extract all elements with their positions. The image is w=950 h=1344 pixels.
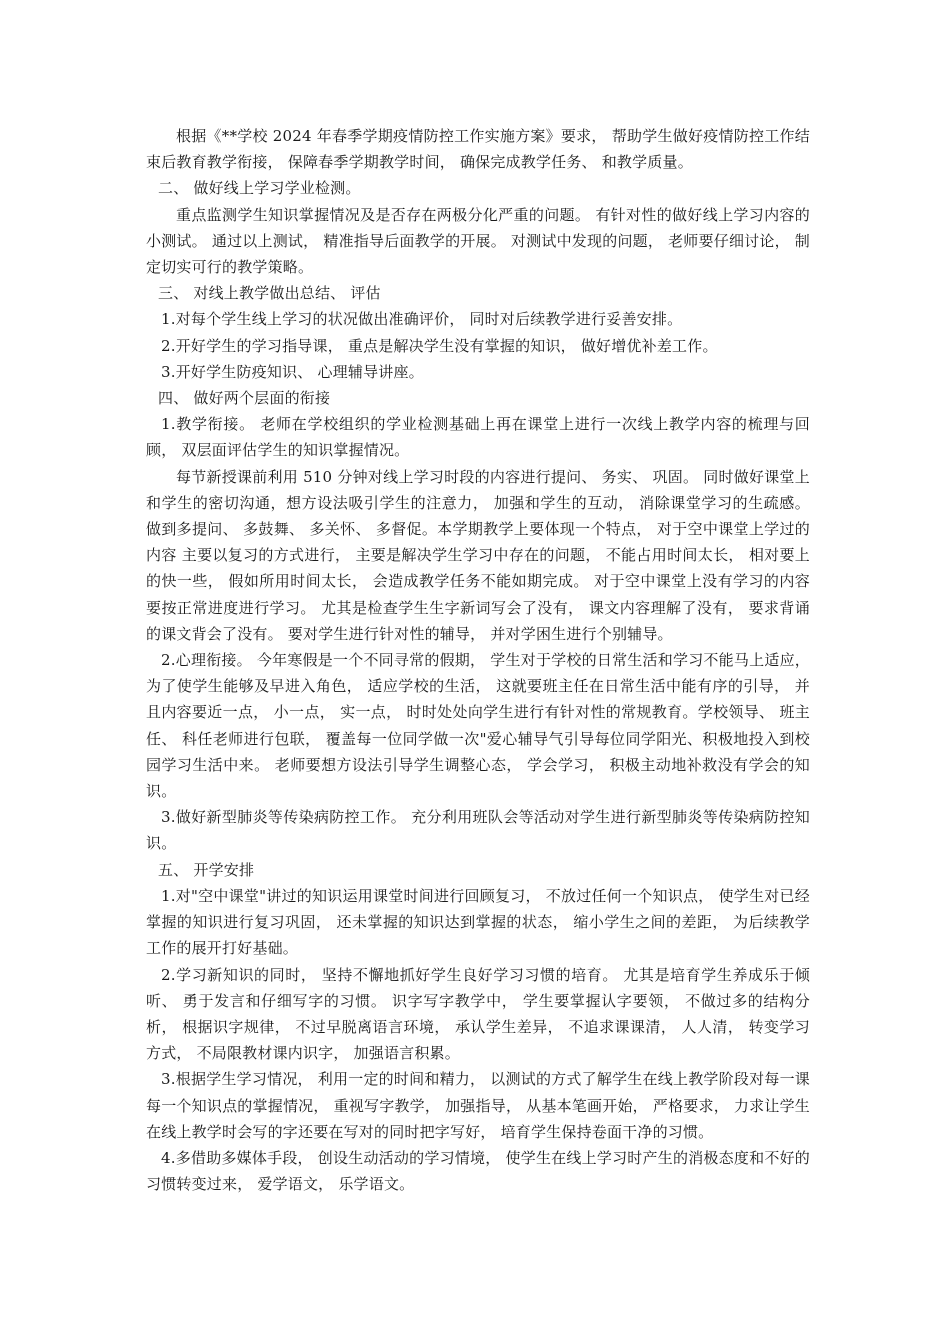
section-5-item-3: 3.根据学生学习情况， 利用一定的时间和精力， 以测试的方式了解学生在线上教学阶段对每一课每一个知识点的掌握情况， 重视写字教学， 加强指导， 从基本笔画开始， 严格要求， 力求让学生在线上教学时会写的字还要在写对的同时把字写好， 培育学生保持卷面干净的习惯。 <box>146 1070 810 1141</box>
section-5-item-4: 4.多借助多媒体手段， 创设生动活动的学习情境， 使学生在线上学习时产生的消极态度和不好的习惯转变过来， 爱学语文， 乐学语文。 <box>146 1148 810 1194</box>
section-3-item-3: 3.开好学生防疫知识、 心理辅导讲座。 <box>161 362 424 381</box>
section-heading-5: 五、 开学安排 <box>158 860 255 879</box>
intro-paragraph: 根据《**学校 2024 年春季学期疫情防控工作实施方案》要求， 帮助学生做好疫情防控工作结束后教育教学衔接， 保障春季学期教学时间， 确保完成教学任务、 和教学质量。 <box>146 127 810 172</box>
section-3-item-2: 2.开好学生的学习指导课， 重点是解决学生没有掌握的知识， 做好增优补差工作。 <box>161 336 718 355</box>
section-5-item-2: 2.学习新知识的同时， 坚持不懈地抓好学生良好学习习惯的培育。 尤其是培育学生养成乐于倾听、 勇于发言和仔细写字的习惯。 识字写字教学中， 学生要掌握认字要领， 不做过多的结构分析， 根据识字规律， 不过早脱离语言环境， 承认学生差异， 不追求课课清， 人人清， 转变学习方式， 不局限教材课内识字， 加强语言积累。 <box>146 965 810 1063</box>
section-4-item-3: 3.做好新型肺炎等传染病防控工作。 充分利用班队会等活动对学生进行新型肺炎等传染病防控知识。 <box>146 808 810 853</box>
section-3-item-1: 1.对每个学生线上学习的状况做出准确评价， 同时对后续教学进行妥善安排。 <box>161 310 683 329</box>
section-heading-3: 三、 对线上教学做出总结、 评估 <box>158 284 381 303</box>
section-4-item-2: 2.心理衔接。 今年寒假是一个不同寻常的假期， 学生对于学校的日常生活和学习不能马上适应， 为了使学生能够及早进入角色， 适应学校的生活， 这就要班主任在日常生活中能有序的引导， 并且内容要近一点， 小一点， 实一点， 时时处处向学生进行有针对性的常规教育。学校领导、 班主任、 科任老师进行包联， 覆盖每一位同学做一次"爱心辅导气引导每位同学阳光、积极地投入到校园学习生活中来。 老师要想方设法引导学生调整心态， 学会学习， 积极主动地补救没有学会的知识。 <box>146 651 815 801</box>
section-4-paragraph: 每节新授课前利用 510 分钟对线上学习时段的内容进行提问、 务实、 巩固。 同时做好课堂上和学生的密切沟通，想方设法吸引学生的注意力， 加强和学生的互动， 消除课堂学习的生疏感。 做到多提问、 多鼓舞、 多关怀、 多督促。本学期教学上要体现一个特点， 对于空中课堂上学过的内容 主要以复习的方式进行， 主要是解决学生学习中存在的问题， 不能占用时间太长， 相对要上的快一些， 假如所用时间太长， 会造成教学任务不能如期完成。 对于空中课堂上没有学习的内容要按正常进度进行学习。 尤其是检查学生生字新词写会了没有， 课文内容理解了没有， 要求背诵的课文背会了没有。 要对学生进行针对性的辅导， 并对学困生进行个别辅导。 <box>146 467 815 643</box>
section-5-item-1: 1.对"空中课堂"讲过的知识运用课堂时间进行回顾复习， 不放过任何一个知识点， 使学生对已经掌握的知识进行复习巩固， 还未掌握的知识达到掌握的状态， 缩小学生之间的差距， 为后续教学工作的展开打好基础。 <box>146 886 810 958</box>
document-body <box>146 123 815 1197</box>
section-heading-2: 二、 做好线上学习学业检测。 <box>158 179 361 198</box>
section-2-paragraph: 重点监测学生知识掌握情况及是否存在两极分化严重的问题。 有针对性的做好线上学习内容的小测试。 通过以上测试， 精准指导后面教学的开展。 对测试中发现的问题， 老师要仔细讨论， 制定切实可行的教学策略。 <box>146 205 810 277</box>
section-4-item-1: 1.教学衔接。 老师在学校组织的学业检测基础上再在课堂上进行一次线上教学内容的梳理与回顾， 双层面评估学生的知识掌握情况。 <box>146 415 810 460</box>
section-heading-4: 四、 做好两个层面的衔接 <box>158 389 331 408</box>
